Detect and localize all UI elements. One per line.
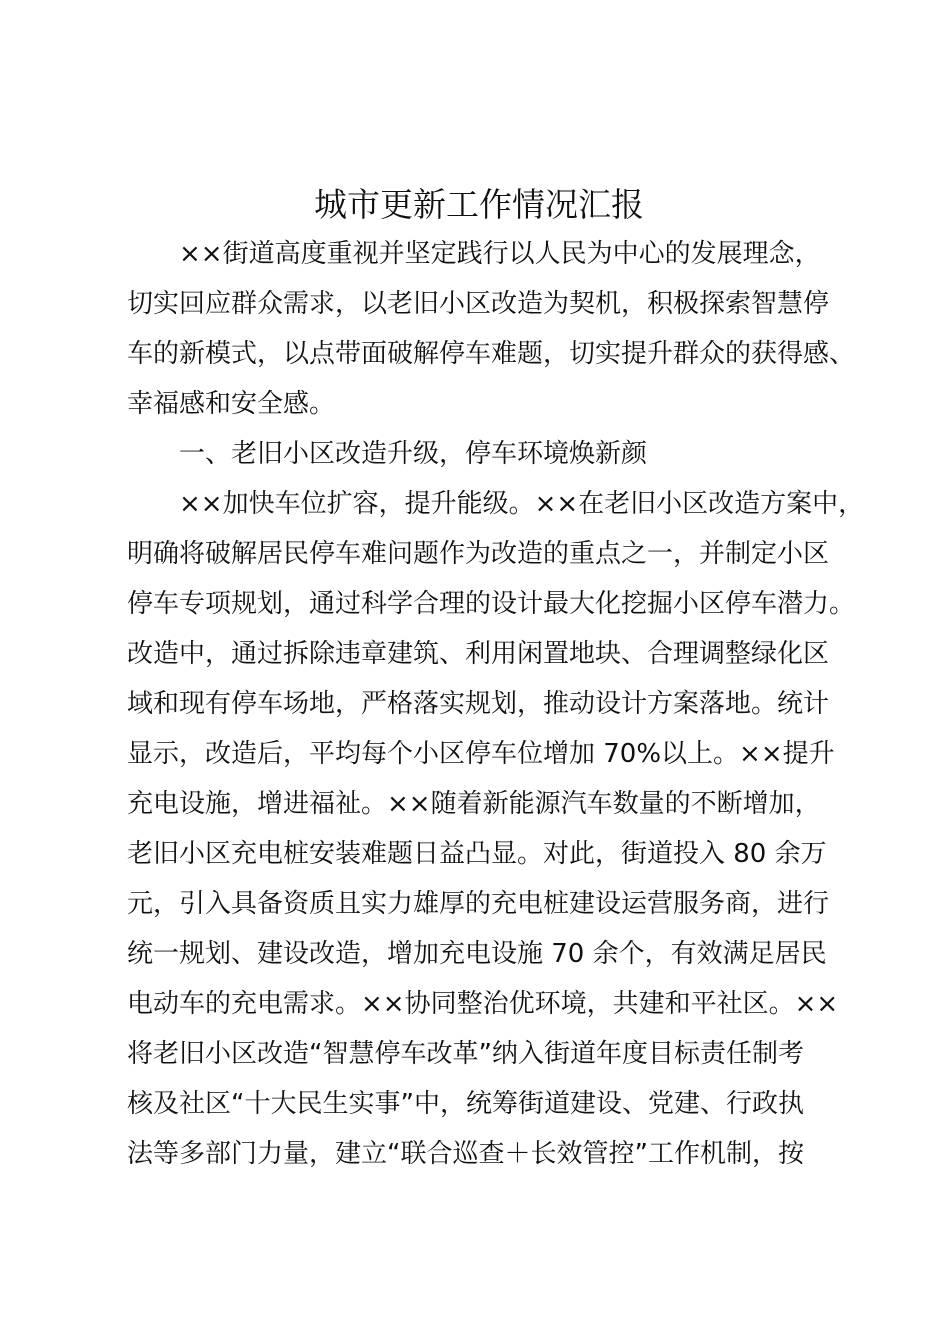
text-line-17: 将老旧小区改造“智慧停车改革”纳入街道年度目标责任制考 <box>127 1039 804 1069</box>
text-line-6: ××加快车位扩容，提升能级。××在老旧小区改造方案中， <box>179 489 865 519</box>
text-line-18: 核及社区“十大民生实事”中，统筹街道建设、党建、行政执 <box>127 1089 804 1119</box>
text-line-11: 显示，改造后，平均每个小区停车位增加 70%以上。××提升 <box>127 739 835 769</box>
text-line-2: 切实回应群众需求，以老旧小区改造为契机，积极探索智慧停 <box>127 289 830 319</box>
text-line-14: 元，引入具备资质且实力雄厚的充电桩建设运营服务商，进行 <box>127 889 830 919</box>
section-heading-1: 一、老旧小区改造升级，停车环境焕新颜 <box>179 439 648 469</box>
text-line-9: 改造中，通过拆除违章建筑、利用闲置地块、合理调整绿化区 <box>127 639 830 669</box>
document-title: 城市更新工作情况汇报 <box>314 185 644 224</box>
text-line-16: 电动车的充电需求。××协同整治优环境，共建和平社区。×× <box>127 989 839 1019</box>
text-line-15: 统一规划、建设改造，增加充电设施 70 余个，有效满足居民 <box>127 939 827 969</box>
text-line-3: 车的新模式，以点带面破解停车难题，切实提升群众的获得感、 <box>127 339 856 369</box>
text-line-13: 老旧小区充电桩安装难题日益凸显。对此，街道投入 80 余万 <box>127 839 827 869</box>
text-line-19: 法等多部门力量，建立“联合巡查＋长效管控”工作机制，按 <box>127 1139 804 1169</box>
text-line-1: ××街道高度重视并坚定践行以人民为中心的发展理念， <box>179 239 821 269</box>
text-line-12: 充电设施，增进福祉。××随着新能源汽车数量的不断增加， <box>127 789 821 819</box>
text-line-4: 幸福感和安全感。 <box>127 389 336 419</box>
text-line-10: 域和现有停车场地，严格落实规划，推动设计方案落地。统计 <box>127 689 830 719</box>
text-line-7: 明确将破解居民停车难问题作为改造的重点之一，并制定小区 <box>127 539 830 569</box>
text-line-8: 停车专项规划，通过科学合理的设计最大化挖掘小区停车潜力。 <box>127 589 856 619</box>
